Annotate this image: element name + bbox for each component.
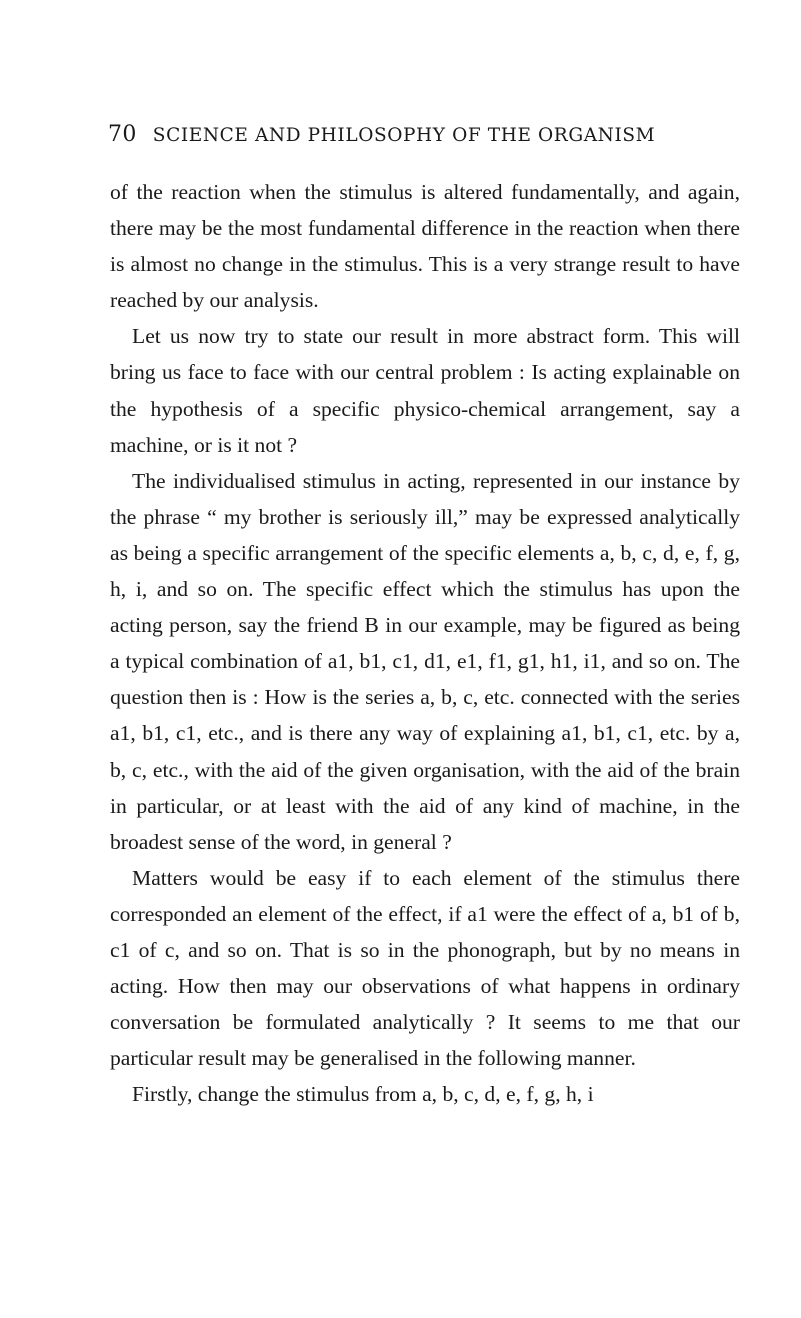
paragraph: Let us now try to state our result in more abstract form. This will bring us face to face with our central problem : Is acting explainable on the hypothesis of a specific physico-chemical arrangement, say a machine, or is it not ?	[110, 324, 740, 457]
running-head-title: SCIENCE AND PHILOSOPHY OF THE ORGANISM	[152, 125, 656, 146]
paragraph: of the reaction when the stimulus is altered fundamentally, and again, there may be the most fundamental difference in the reaction when there is almost no change in the stimulus. This is a very strange result to have reached by our analysis.	[110, 180, 740, 313]
page-number: 70	[108, 122, 137, 147]
paragraph: The individualised stimulus in acting, represented in our instance by the phrase “ my brother is seriously ill,” may be expressed analytically as being a specific arrangement of the specific elements a, b, c, d, e, f, g, h, i, and so on. The specific effect which the stimulus has upon the acting person, say the friend B in our example, may be figured as being a typical combination of a1, b1, c1, d1, e1, f1, g1, h1, i1, and so on. The question then is : How is the series a, b, c, etc. connected with the series a1, b1, c1, etc., and is there any way of explaining a1, b1, c1, etc. by a, b, c, etc., with the aid of the given organisation, with the aid of the brain in particular, or at least with the aid of any kind of machine, in the broadest sense of the word, in general ?	[110, 468, 740, 854]
paragraph: Firstly, change the stimulus from a, b, c, d, e, f, g, h, i	[132, 1082, 594, 1107]
body-text	[110, 174, 740, 1112]
running-head	[110, 122, 740, 152]
paragraph: Matters would be easy if to each element of the stimulus there corresponded an element of the effect, if a1 were the effect of a, b1 of b, c1 of c, and so on. That is so in the phonograph, but by no means in acting. How then may our observations of what happens in ordinary conversation be formulated analytically ? It seems to me that our particular result may be generalised in the following manner.	[110, 865, 740, 1071]
book-page	[110, 122, 740, 1112]
